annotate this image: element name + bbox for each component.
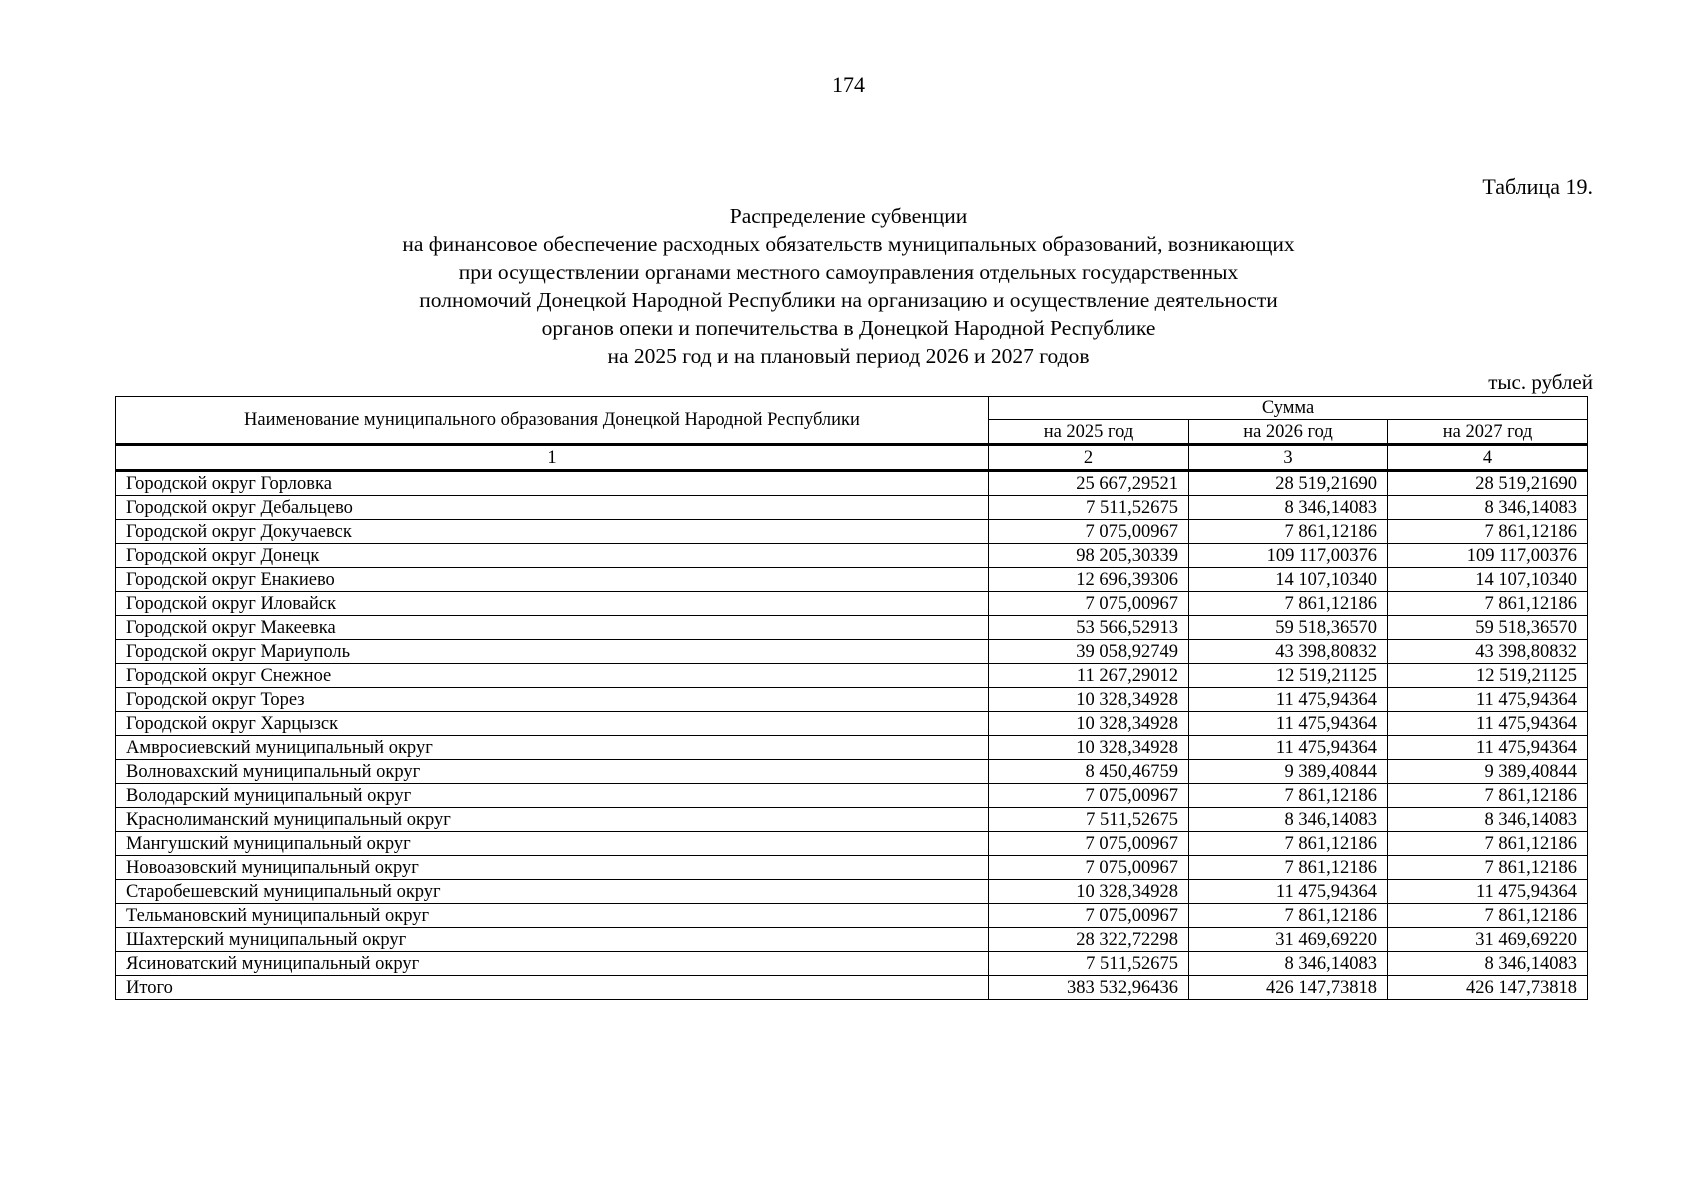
table-row (116, 760, 1588, 784)
amount-cell: 7 511,52675 (989, 496, 1189, 520)
municipality-name: Городской округ Горловка (116, 471, 989, 496)
amount-cell: 7 075,00967 (989, 784, 1189, 808)
amount-cell: 43 398,80832 (1189, 640, 1388, 664)
municipality-name: Мангушский муниципальный округ (116, 832, 989, 856)
header-year-2026: на 2026 год (1189, 420, 1388, 445)
amount-cell: 59 518,36570 (1388, 616, 1588, 640)
header-name: Наименование муниципального образования Донецкой Народной Республики (116, 397, 989, 445)
municipality-name: Городской округ Харцызск (116, 712, 989, 736)
subvention-table (115, 396, 1588, 1000)
amount-cell: 10 328,34928 (989, 880, 1189, 904)
amount-cell: 7 075,00967 (989, 856, 1189, 880)
amount-cell: 8 346,14083 (1189, 496, 1388, 520)
header-row (116, 397, 1588, 420)
amount-cell: 8 346,14083 (1189, 952, 1388, 976)
table-row (116, 664, 1588, 688)
amount-cell: 8 346,14083 (1388, 952, 1588, 976)
municipality-name: Городской округ Донецк (116, 544, 989, 568)
amount-cell: 11 475,94364 (1388, 688, 1588, 712)
table-label: Таблица 19. (1482, 174, 1593, 199)
amount-cell: 10 328,34928 (989, 736, 1189, 760)
amount-cell: 43 398,80832 (1388, 640, 1588, 664)
table-row (116, 592, 1588, 616)
amount-cell: 7 861,12186 (1189, 832, 1388, 856)
amount-cell: 426 147,73818 (1388, 976, 1588, 1000)
title-line: органов опеки и попечительства в Донецкой Народной Республике (541, 316, 1156, 340)
table-row (116, 952, 1588, 976)
amount-cell: 8 346,14083 (1388, 496, 1588, 520)
table-row (116, 736, 1588, 760)
amount-cell: 10 328,34928 (989, 688, 1189, 712)
table-row (116, 856, 1588, 880)
amount-cell: 7 861,12186 (1388, 904, 1588, 928)
table-row (116, 471, 1588, 496)
municipality-name: Володарский муниципальный округ (116, 784, 989, 808)
amount-cell: 8 346,14083 (1388, 808, 1588, 832)
amount-cell: 31 469,69220 (1189, 928, 1388, 952)
amount-cell: 7 861,12186 (1189, 592, 1388, 616)
municipality-name: Амвросиевский муниципальный округ (116, 736, 989, 760)
table-row (116, 616, 1588, 640)
amount-cell: 28 519,21690 (1189, 471, 1388, 496)
table-row (116, 928, 1588, 952)
amount-cell: 7 861,12186 (1388, 592, 1588, 616)
amount-cell: 7 861,12186 (1388, 832, 1588, 856)
municipality-name: Городской округ Торез (116, 688, 989, 712)
column-number: 3 (1189, 445, 1388, 471)
amount-cell: 12 696,39306 (989, 568, 1189, 592)
table-row (116, 880, 1588, 904)
amount-cell: 39 058,92749 (989, 640, 1189, 664)
table-row (116, 784, 1588, 808)
amount-cell: 9 389,40844 (1388, 760, 1588, 784)
amount-cell: 59 518,36570 (1189, 616, 1388, 640)
amount-cell: 28 519,21690 (1388, 471, 1588, 496)
amount-cell: 7 861,12186 (1388, 784, 1588, 808)
table-row (116, 520, 1588, 544)
header-year-2027: на 2027 год (1388, 420, 1588, 445)
amount-cell: 11 475,94364 (1189, 736, 1388, 760)
column-number: 4 (1388, 445, 1588, 471)
municipality-name: Городской округ Докучаевск (116, 520, 989, 544)
amount-cell: 7 861,12186 (1189, 856, 1388, 880)
amount-cell: 8 450,46759 (989, 760, 1189, 784)
title-line: при осуществлении органами местного самоуправления отдельных государственных (458, 260, 1239, 284)
amount-cell: 53 566,52913 (989, 616, 1189, 640)
table-row (116, 832, 1588, 856)
table-row (116, 496, 1588, 520)
municipality-name: Тельмановский муниципальный округ (116, 904, 989, 928)
column-numbers-row (116, 445, 1588, 471)
municipality-name: Городской округ Макеевка (116, 616, 989, 640)
amount-cell: 11 475,94364 (1189, 712, 1388, 736)
total-row (116, 976, 1588, 1000)
amount-cell: 14 107,10340 (1189, 568, 1388, 592)
amount-cell: 109 117,00376 (1388, 544, 1588, 568)
municipality-name: Краснолиманский муниципальный округ (116, 808, 989, 832)
amount-cell: 7 075,00967 (989, 832, 1189, 856)
amount-cell: 11 475,94364 (1388, 712, 1588, 736)
amount-cell: 28 322,72298 (989, 928, 1189, 952)
amount-cell: 7 075,00967 (989, 592, 1189, 616)
amount-cell: 7 511,52675 (989, 808, 1189, 832)
column-number: 1 (116, 445, 989, 471)
amount-cell: 383 532,96436 (989, 976, 1189, 1000)
column-number: 2 (989, 445, 1189, 471)
header-year-2025: на 2025 год (989, 420, 1189, 445)
amount-cell: 7 861,12186 (1388, 856, 1588, 880)
amount-cell: 25 667,29521 (989, 471, 1189, 496)
amount-cell: 7 075,00967 (989, 904, 1189, 928)
amount-cell: 7 861,12186 (1189, 784, 1388, 808)
table-row (116, 712, 1588, 736)
amount-cell: 98 205,30339 (989, 544, 1189, 568)
table-row (116, 544, 1588, 568)
municipality-name: Городской округ Мариуполь (116, 640, 989, 664)
amount-cell: 7 861,12186 (1189, 520, 1388, 544)
municipality-name: Городской округ Енакиево (116, 568, 989, 592)
amount-cell: 426 147,73818 (1189, 976, 1388, 1000)
amount-cell: 7 861,12186 (1189, 904, 1388, 928)
amount-cell: 11 475,94364 (1189, 880, 1388, 904)
table-row (116, 568, 1588, 592)
table-row (116, 808, 1588, 832)
table-row (116, 904, 1588, 928)
municipality-name: Городской округ Дебальцево (116, 496, 989, 520)
amount-cell: 12 519,21125 (1189, 664, 1388, 688)
municipality-name: Ясиноватский муниципальный округ (116, 952, 989, 976)
amount-cell: 109 117,00376 (1189, 544, 1388, 568)
municipality-name: Старобешевский муниципальный округ (116, 880, 989, 904)
amount-cell: 11 475,94364 (1189, 688, 1388, 712)
amount-cell: 12 519,21125 (1388, 664, 1588, 688)
amount-cell: 14 107,10340 (1388, 568, 1588, 592)
table-row (116, 688, 1588, 712)
amount-cell: 7 511,52675 (989, 952, 1189, 976)
municipality-name: Итого (116, 976, 989, 1000)
units-label: тыс. рублей (1488, 370, 1593, 394)
amount-cell: 7 075,00967 (989, 520, 1189, 544)
municipality-name: Городской округ Снежное (116, 664, 989, 688)
title-line: полномочий Донецкой Народной Республики на организацию и осуществление деятельности (419, 288, 1278, 312)
amount-cell: 7 861,12186 (1388, 520, 1588, 544)
amount-cell: 10 328,34928 (989, 712, 1189, 736)
amount-cell: 9 389,40844 (1189, 760, 1388, 784)
municipality-name: Волновахский муниципальный округ (116, 760, 989, 784)
amount-cell: 11 475,94364 (1388, 880, 1588, 904)
amount-cell: 8 346,14083 (1189, 808, 1388, 832)
amount-cell: 11 267,29012 (989, 664, 1189, 688)
amount-cell: 31 469,69220 (1388, 928, 1588, 952)
title-line: Распределение субвенции (729, 204, 968, 228)
municipality-name: Шахтерский муниципальный округ (116, 928, 989, 952)
municipality-name: Городской округ Иловайск (116, 592, 989, 616)
table-title (0, 202, 1697, 370)
title-line: на финансовое обеспечение расходных обязательств муниципальных образований, возникающих (402, 232, 1295, 256)
page-number: 174 (832, 72, 865, 97)
header-sum: Сумма (989, 397, 1588, 420)
table-body (116, 471, 1588, 1000)
title-line: на 2025 год и на плановый период 2026 и 2027 годов (607, 344, 1090, 368)
municipality-name: Новоазовский муниципальный округ (116, 856, 989, 880)
table-row (116, 640, 1588, 664)
amount-cell: 11 475,94364 (1388, 736, 1588, 760)
